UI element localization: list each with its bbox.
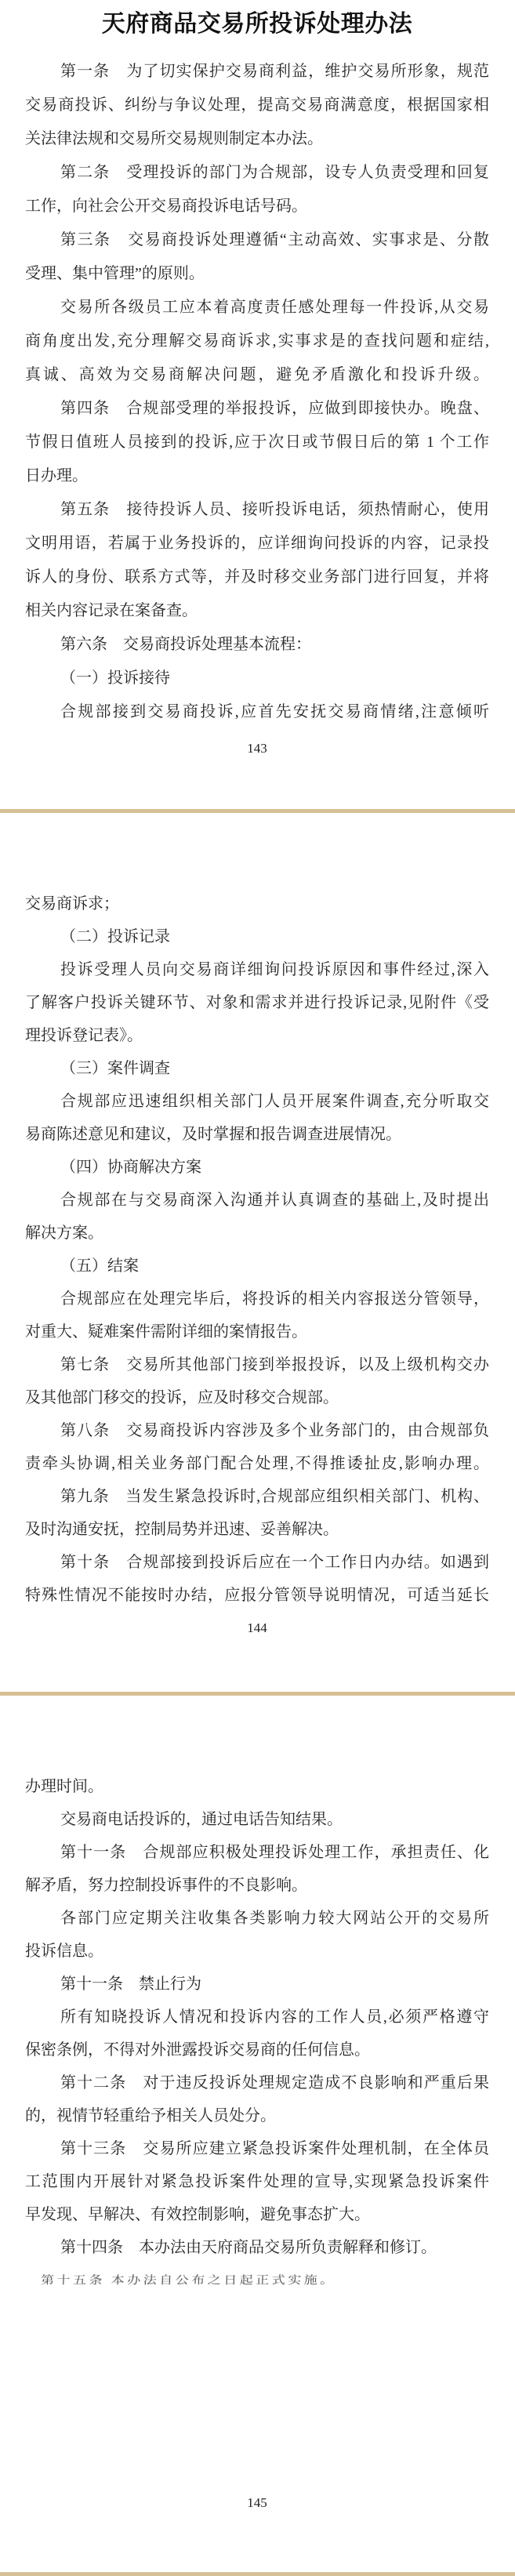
text-line: 第十一条 禁止行为 — [60, 1976, 201, 1993]
text-line: 办理时间。 — [25, 1778, 103, 1795]
text-line: （三）案件调查 — [60, 1060, 170, 1077]
text-line: 交易商电话投诉的，通过电话告知结果。 — [60, 1811, 343, 1828]
text-line: 商角度出发,充分理解交易商诉求,实事求是的查找问题和症结, — [25, 332, 489, 350]
text-line: 保密条例，不得对外泄露投诉交易商的任何信息。 — [25, 2041, 370, 2059]
text-line: 关法律法规和交易所交易规则制定本办法。 — [25, 130, 323, 147]
text-line: 合规部在与交易商深入沟通并认真调查的基础上,及时提出 — [60, 1192, 489, 1209]
text-line: 第五条 接待投诉人员、接听投诉电话，须热情耐心，使用 — [60, 501, 489, 518]
page-body — [25, 1770, 489, 2297]
text-line: 第七条 交易所其他部门接到举报投诉，以及上级机构交办 — [60, 1356, 489, 1373]
text-line: 投诉受理人员向交易商详细询问投诉原因和事件经过,深入 — [60, 961, 489, 978]
text-line: 文明用语，若属于业务投诉的，应详细询问投诉的内容，记录投 — [25, 535, 489, 552]
text-line: 工范围内开展针对紧急投诉案件处理的宣导,实现紧急投诉案件 — [25, 2173, 489, 2190]
text-line: 第六条 交易商投诉处理基本流程： — [60, 636, 311, 653]
text-line: 的，视情节轻重给予相关人员处分。 — [25, 2107, 276, 2124]
page-143 — [0, 0, 515, 809]
text-line: 交易所各级员工应本着高度责任感处理每一件投诉,从交易 — [60, 299, 489, 316]
page-divider-bottom — [0, 2572, 515, 2576]
text-line: 解矛盾，努力控制投诉事件的不良影响。 — [25, 1877, 307, 1894]
page-number: 145 — [247, 2495, 267, 2510]
page-body — [25, 55, 489, 729]
text-line: 各部门应定期关注收集各类影响力较大网站公开的交易所 — [60, 1910, 489, 1927]
page-number: 143 — [247, 741, 267, 756]
text-line: 合规部应在处理完毕后，将投诉的相关内容报送分管领导， — [60, 1290, 489, 1308]
text-line: 责牵头协调,相关业务部门配合处理,不得推诿扯皮,影响办理。 — [25, 1455, 489, 1472]
text-line: 交易商投诉、纠纷与争议处理，提高交易商满意度，根据国家相 — [25, 96, 489, 114]
page-144 — [0, 813, 515, 1692]
text-line: 第十二条 对于违反投诉处理规定造成不良影响和严重后果 — [60, 2074, 489, 2092]
text-line: 所有知晓投诉人情况和投诉内容的工作人员,必须严格遵守 — [60, 2008, 489, 2026]
text-line: 第十三条 交易所应建立紧急投诉案件处理机制，在全体员 — [60, 2140, 489, 2157]
text-line: 对重大、疑难案件需附详细的案情报告。 — [25, 1323, 307, 1341]
text-line: 第十四条 本办法由天府商品交易所负责解释和修订。 — [60, 2239, 437, 2256]
text-line: 受理、集中管理”的原则。 — [25, 265, 205, 282]
text-line: 相关内容记录在案备查。 — [25, 602, 198, 619]
text-line: 及时沟通安抚，控制局势并迅速、妥善解决。 — [25, 1521, 339, 1538]
text-line: 真诚、高效为交易商解决问题，避免矛盾激化和投诉升级。 — [25, 366, 489, 383]
text-line: 第三条 交易商投诉处理遵循“主动高效、实事求是、分散 — [60, 231, 489, 249]
text-line: 特殊性情况不能按时办结，应报分管领导说明情况，可适当延长 — [25, 1587, 489, 1604]
text-line: 第十一条 合规部应积极处理投诉处理工作，承担责任、化 — [60, 1844, 489, 1861]
text-line: 了解客户投诉关键环节、对象和需求并进行投诉记录,见附件《受 — [25, 994, 489, 1011]
text-line: 第八条 交易商投诉内容涉及多个业务部门的，由合规部负 — [60, 1422, 489, 1439]
text-line: 第一条 为了切实保护交易商利益，维护交易所形象，规范 — [60, 63, 489, 80]
text-line: （四）协商解决方案 — [60, 1159, 201, 1176]
text-line: 交易商诉求； — [25, 895, 119, 912]
page-145 — [0, 1696, 515, 2572]
text-line: 易商陈述意见和建议，及时掌握和报告调查进展情况。 — [25, 1126, 401, 1143]
text-line: 理投诉登记表》。 — [25, 1027, 143, 1044]
text-line: 诉人的身份、联系方式等，并及时移交业务部门进行回复，并将 — [25, 568, 489, 586]
text-line: 工作，向社会公开交易商投诉电话号码。 — [25, 198, 307, 215]
text-line: （一）投诉接待 — [60, 669, 170, 687]
text-line: 日办理。 — [25, 467, 88, 484]
text-line: 第十条 合规部接到投诉后应在一个工作日内办结。如遇到 — [60, 1554, 489, 1571]
text-line: （二）投诉记录 — [60, 928, 170, 945]
text-line: 第二条 受理投诉的部门为合规部，设专人负责受理和回复 — [60, 164, 489, 181]
text-line: 第十五条 本办法自公布之日起正式实施。 — [40, 2273, 337, 2287]
document-title: 天府商品交易所投诉处理办法 — [101, 11, 413, 37]
text-line: 解决方案。 — [25, 1225, 103, 1242]
text-line: （五）结案 — [60, 1257, 139, 1275]
text-line: 合规部接到交易商投诉,应首先安抚交易商情绪,注意倾听 — [60, 703, 489, 720]
page-number: 144 — [247, 1620, 267, 1635]
page-body — [25, 887, 489, 1612]
text-line: 投诉信息。 — [25, 1943, 103, 1960]
text-line: 合规部应迅速组织相关部门人员开展案件调查,充分听取交 — [60, 1093, 489, 1110]
text-line: 第九条 当发生紧急投诉时,合规部应组织相关部门、机构、 — [60, 1488, 489, 1505]
text-line: 早发现、早解决、有效控制影响，避免事态扩大。 — [25, 2206, 370, 2223]
text-line: 及其他部门移交的投诉，应及时移交合规部。 — [25, 1389, 339, 1406]
text-line: 节假日值班人员接到的投诉,应于次日或节假日后的第 1 个工作 — [25, 434, 489, 451]
text-line: 第四条 合规部受理的举报投诉，应做到即接快办。晚盘、 — [60, 400, 489, 417]
